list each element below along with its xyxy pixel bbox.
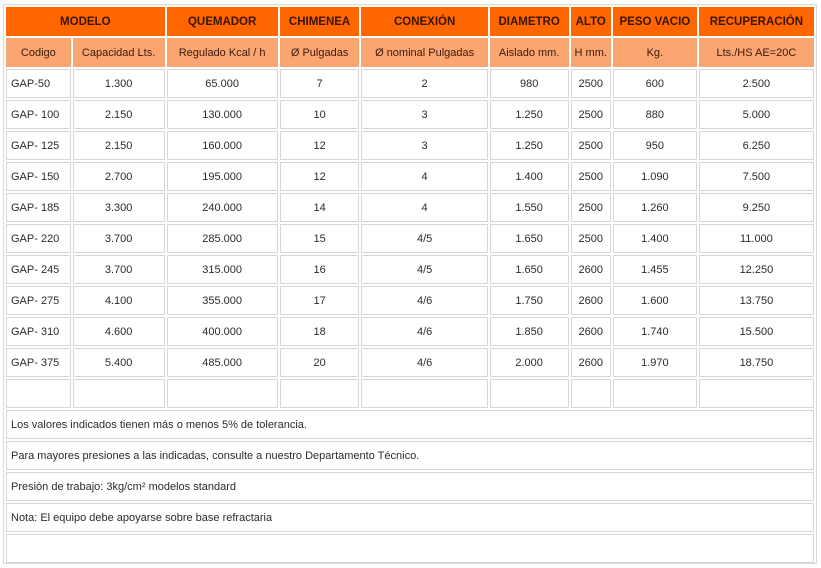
- empty-cell: [699, 379, 814, 408]
- cell-conexion: 3: [361, 131, 487, 160]
- empty-cell: [571, 379, 611, 408]
- cell-recuperacion: 18.750: [699, 348, 814, 377]
- empty-cell: [6, 379, 71, 408]
- cell-codigo: GAP-50: [6, 69, 71, 98]
- cell-regulado: 355.000: [167, 286, 278, 315]
- cell-regulado: 65.000: [167, 69, 278, 98]
- table-row: [6, 100, 814, 129]
- empty-cell: [361, 379, 487, 408]
- cell-recuperacion: 11.000: [699, 224, 814, 253]
- cell-capacidad: 5.400: [73, 348, 165, 377]
- cell-diametro: 1.250: [490, 131, 569, 160]
- spec-table: [4, 5, 816, 565]
- cell-chimenea: 16: [280, 255, 360, 284]
- cell-diametro: 1.250: [490, 100, 569, 129]
- header-peso-vacio: PESO VACIO: [613, 7, 697, 36]
- empty-cell: [280, 379, 360, 408]
- cell-peso: 600: [613, 69, 697, 98]
- subheader-chimenea-pulgadas: Ø Pulgadas: [280, 38, 360, 67]
- cell-diametro: 1.650: [490, 255, 569, 284]
- cell-codigo: GAP- 220: [6, 224, 71, 253]
- cell-alto: 2600: [571, 286, 611, 315]
- cell-regulado: 400.000: [167, 317, 278, 346]
- cell-regulado: 160.000: [167, 131, 278, 160]
- cell-peso: 1.970: [613, 348, 697, 377]
- cell-capacidad: 1.300: [73, 69, 165, 98]
- cell-peso: 1.600: [613, 286, 697, 315]
- cell-diametro: 1.550: [490, 193, 569, 222]
- note-refractory-base: Nota: El equipo debe apoyarse sobre base refractaria: [6, 503, 814, 532]
- cell-conexion: 4: [361, 162, 487, 191]
- cell-chimenea: 12: [280, 131, 360, 160]
- cell-diametro: 1.650: [490, 224, 569, 253]
- cell-chimenea: 10: [280, 100, 360, 129]
- cell-codigo: GAP- 245: [6, 255, 71, 284]
- table-row: [6, 348, 814, 377]
- cell-peso: 950: [613, 131, 697, 160]
- cell-chimenea: 12: [280, 162, 360, 191]
- cell-peso: 1.400: [613, 224, 697, 253]
- subheader-conexion-nominal: Ø nominal Pulgadas: [361, 38, 487, 67]
- cell-chimenea: 18: [280, 317, 360, 346]
- cell-peso: 1.260: [613, 193, 697, 222]
- cell-conexion: 4/5: [361, 255, 487, 284]
- subheader-peso-kg: Kg.: [613, 38, 697, 67]
- cell-codigo: GAP- 125: [6, 131, 71, 160]
- note-row: [6, 503, 814, 532]
- cell-alto: 2500: [571, 162, 611, 191]
- subheader-regulado: Regulado Kcal / h: [167, 38, 278, 67]
- subheader-codigo: Codigo: [6, 38, 71, 67]
- cell-regulado: 240.000: [167, 193, 278, 222]
- empty-cell: [73, 379, 165, 408]
- note-working-pressure: Presión de trabajo: 3kg/cm² modelos standard: [6, 472, 814, 501]
- cell-codigo: GAP- 185: [6, 193, 71, 222]
- note-row: [6, 410, 814, 439]
- cell-capacidad: 3.300: [73, 193, 165, 222]
- subheader-alto-mm: H mm.: [571, 38, 611, 67]
- cell-alto: 2600: [571, 348, 611, 377]
- cell-diametro: 2.000: [490, 348, 569, 377]
- header-chimenea: CHIMENEA: [280, 7, 360, 36]
- cell-alto: 2500: [571, 100, 611, 129]
- empty-cell: [613, 379, 697, 408]
- cell-regulado: 285.000: [167, 224, 278, 253]
- cell-conexion: 4/6: [361, 286, 487, 315]
- note-row: [6, 472, 814, 501]
- cell-codigo: GAP- 275: [6, 286, 71, 315]
- note-higher-pressure: Para mayores presiones a las indicadas, consulte a nuestro Departamento Técnico.: [6, 441, 814, 470]
- cell-chimenea: 14: [280, 193, 360, 222]
- cell-capacidad: 2.700: [73, 162, 165, 191]
- cell-conexion: 4: [361, 193, 487, 222]
- cell-codigo: GAP- 310: [6, 317, 71, 346]
- table-row: [6, 193, 814, 222]
- cell-recuperacion: 2.500: [699, 69, 814, 98]
- cell-peso: 1.090: [613, 162, 697, 191]
- cell-codigo: GAP- 150: [6, 162, 71, 191]
- cell-diametro: 1.850: [490, 317, 569, 346]
- cell-alto: 2500: [571, 224, 611, 253]
- header-quemador: QUEMADOR: [167, 7, 278, 36]
- cell-capacidad: 4.600: [73, 317, 165, 346]
- spec-table-frame: [3, 4, 817, 564]
- cell-recuperacion: 5.000: [699, 100, 814, 129]
- cell-diametro: 1.400: [490, 162, 569, 191]
- cell-diametro: 980: [490, 69, 569, 98]
- header-row-top: [6, 7, 814, 36]
- note-tolerance: Los valores indicados tienen más o menos 5% de tolerancia.: [6, 410, 814, 439]
- cell-chimenea: 7: [280, 69, 360, 98]
- cell-conexion: 4/5: [361, 224, 487, 253]
- table-row: [6, 69, 814, 98]
- header-alto: ALTO: [571, 7, 611, 36]
- cell-alto: 2600: [571, 255, 611, 284]
- empty-row: [6, 379, 814, 408]
- cell-regulado: 195.000: [167, 162, 278, 191]
- cell-conexion: 4/6: [361, 348, 487, 377]
- table-row: [6, 286, 814, 315]
- cell-codigo: GAP- 375: [6, 348, 71, 377]
- cell-regulado: 315.000: [167, 255, 278, 284]
- table-row: [6, 162, 814, 191]
- cell-recuperacion: 15.500: [699, 317, 814, 346]
- header-modelo: MODELO: [6, 7, 165, 36]
- subheader-aislado: Aislado mm.: [490, 38, 569, 67]
- cell-alto: 2500: [571, 131, 611, 160]
- cell-peso: 1.455: [613, 255, 697, 284]
- table-row: [6, 224, 814, 253]
- cell-capacidad: 3.700: [73, 224, 165, 253]
- cell-conexion: 2: [361, 69, 487, 98]
- cell-regulado: 130.000: [167, 100, 278, 129]
- cell-chimenea: 17: [280, 286, 360, 315]
- cell-recuperacion: 12.250: [699, 255, 814, 284]
- empty-note-row: [6, 534, 814, 563]
- cell-recuperacion: 7.500: [699, 162, 814, 191]
- table-row: [6, 131, 814, 160]
- empty-cell: [490, 379, 569, 408]
- cell-conexion: 3: [361, 100, 487, 129]
- cell-chimenea: 20: [280, 348, 360, 377]
- cell-conexion: 4/6: [361, 317, 487, 346]
- header-recuperacion: RECUPERACIÓN: [699, 7, 814, 36]
- header-row-sub: [6, 38, 814, 67]
- cell-alto: 2500: [571, 193, 611, 222]
- cell-chimenea: 15: [280, 224, 360, 253]
- cell-capacidad: 3.700: [73, 255, 165, 284]
- header-diametro: DIAMETRO: [490, 7, 569, 36]
- cell-capacidad: 2.150: [73, 100, 165, 129]
- cell-capacidad: 4.100: [73, 286, 165, 315]
- cell-recuperacion: 13.750: [699, 286, 814, 315]
- cell-capacidad: 2.150: [73, 131, 165, 160]
- note-row: [6, 441, 814, 470]
- subheader-recuperacion-lts: Lts./HS AE=20C: [699, 38, 814, 67]
- table-row: [6, 255, 814, 284]
- cell-diametro: 1.750: [490, 286, 569, 315]
- empty-note-cell: [6, 534, 814, 563]
- cell-peso: 1.740: [613, 317, 697, 346]
- cell-recuperacion: 9.250: [699, 193, 814, 222]
- cell-alto: 2600: [571, 317, 611, 346]
- header-conexion: CONEXIÓN: [361, 7, 487, 36]
- subheader-capacidad: Capacidad Lts.: [73, 38, 165, 67]
- cell-alto: 2500: [571, 69, 611, 98]
- cell-peso: 880: [613, 100, 697, 129]
- table-row: [6, 317, 814, 346]
- cell-recuperacion: 6.250: [699, 131, 814, 160]
- empty-cell: [167, 379, 278, 408]
- cell-codigo: GAP- 100: [6, 100, 71, 129]
- cell-regulado: 485.000: [167, 348, 278, 377]
